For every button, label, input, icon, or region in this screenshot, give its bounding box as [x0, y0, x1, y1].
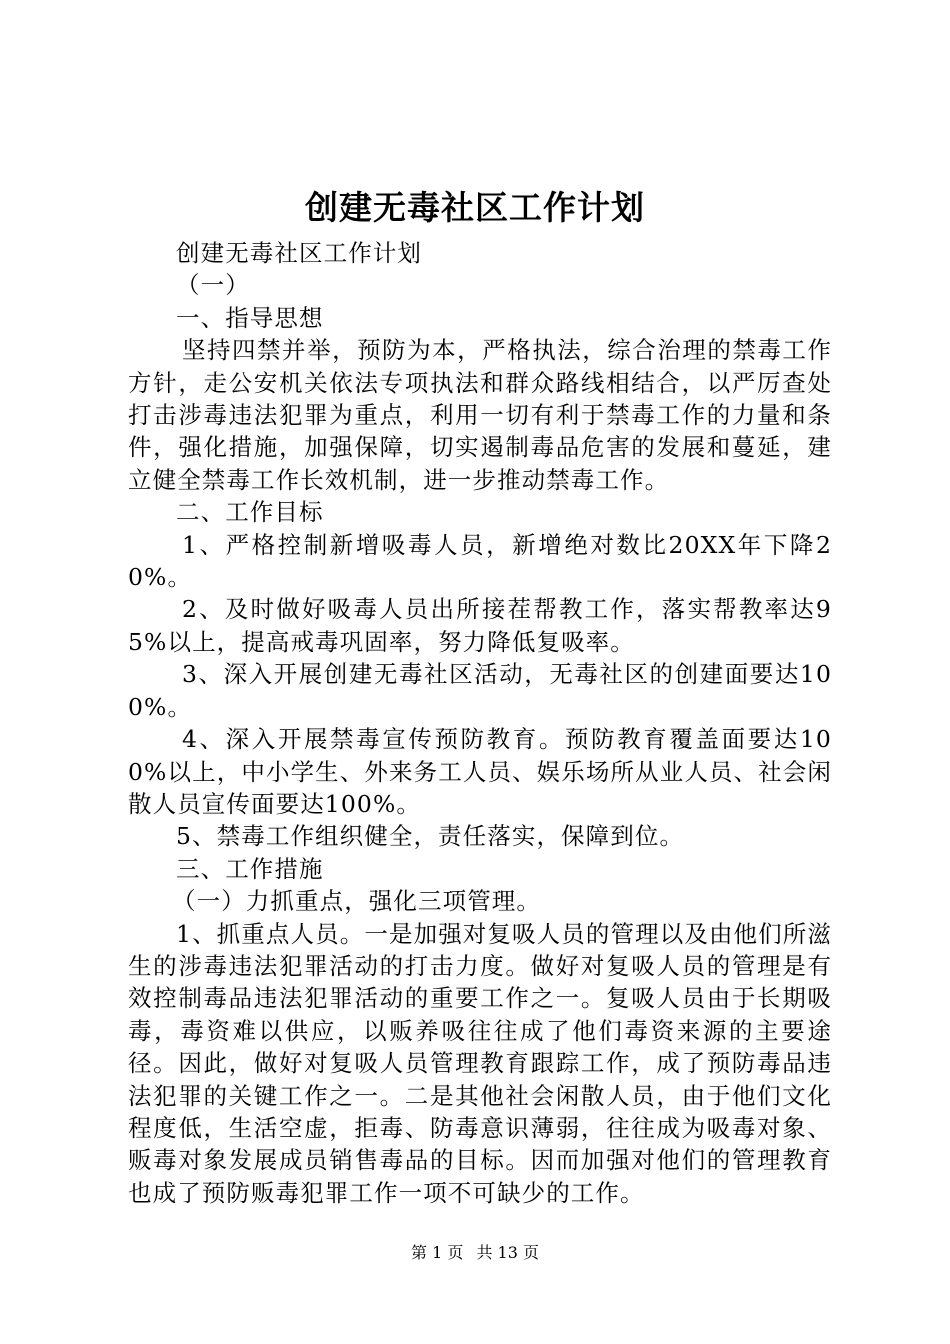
heading-work-measures: 三、工作措施: [176, 854, 324, 883]
paragraph-key-personnel: 1、抓重点人员。一是加强对复吸人员的管理以及由他们所滋生的涉毒违法犯罪活动的打击力度。做好对复吸人员的管理是有效控制毒品违法犯罪活动的重要工作之一。复吸人员由于长期吸毒，毒资难以供应，以贩养吸往往成了他们毒资来源的主要途径。因此，做好对复吸人员管理教育跟踪工作，成了预防毒品违法犯罪的关键工作之一。二是其他社会闲散人员，由于他们文化程度低，生活空虚，拒毒、防毒意识薄弱，往往成为吸毒对象、贩毒对象发展成员销售毒品的目标。因而加强对他们的管理教育也成了预防贩毒犯罪工作一项不可缺少的工作。: [128, 919, 832, 1207]
paragraph-guiding-ideology: 坚持四禁并举，预防为本，严格执法，综合治理的禁毒工作方针，走公安机关依法专项执法和群众路线相结合，以严厉查处打击涉毒违法犯罪为重点，利用一切有利于禁毒工作的力量和条件，强化措施，加强保障，切实遏制毒品危害的发展和蔓延，建立健全禁毒工作长效机制，进一步推动禁毒工作。: [128, 336, 832, 494]
paragraph-goal-5: 5、禁毒工作组织健全，责任落实，保障到位。: [176, 822, 685, 851]
page-number: 第 1 页: [411, 1243, 464, 1262]
paragraph-goal-1: 1、严格控制新增吸毒人员，新增绝对数比20XX年下降20%。: [128, 530, 832, 592]
heading-work-goals: 二、工作目标: [176, 498, 324, 527]
page-total: 共 13 页: [476, 1243, 539, 1262]
paragraph-subtitle: 创建无毒社区工作计划: [176, 239, 422, 267]
document-body: [128, 237, 832, 1209]
paragraph-section-marker: （一）: [176, 271, 250, 300]
page-footer: [0, 1242, 950, 1264]
paragraph-goal-2: 2、及时做好吸毒人员出所接茬帮教工作，落实帮教率达95%以上，提高戒毒巩固率，努力降低复吸率。: [128, 595, 832, 656]
heading-measure-1: （一）力抓重点，强化三项管理。: [172, 887, 541, 916]
heading-guiding-ideology: 一、指导思想: [176, 303, 324, 332]
page-title: 创建无毒社区工作计划: [305, 188, 645, 227]
paragraph-goal-4: 4、深入开展禁毒宣传预防教育。预防教育覆盖面要达100%以上，中小学生、外来务工人员、娱乐场所从业人员、社会闲散人员宣传面要达100%。: [128, 725, 832, 818]
paragraph-goal-3: 3、深入开展创建无毒社区活动，无毒社区的创建面要达100%。: [128, 660, 832, 721]
